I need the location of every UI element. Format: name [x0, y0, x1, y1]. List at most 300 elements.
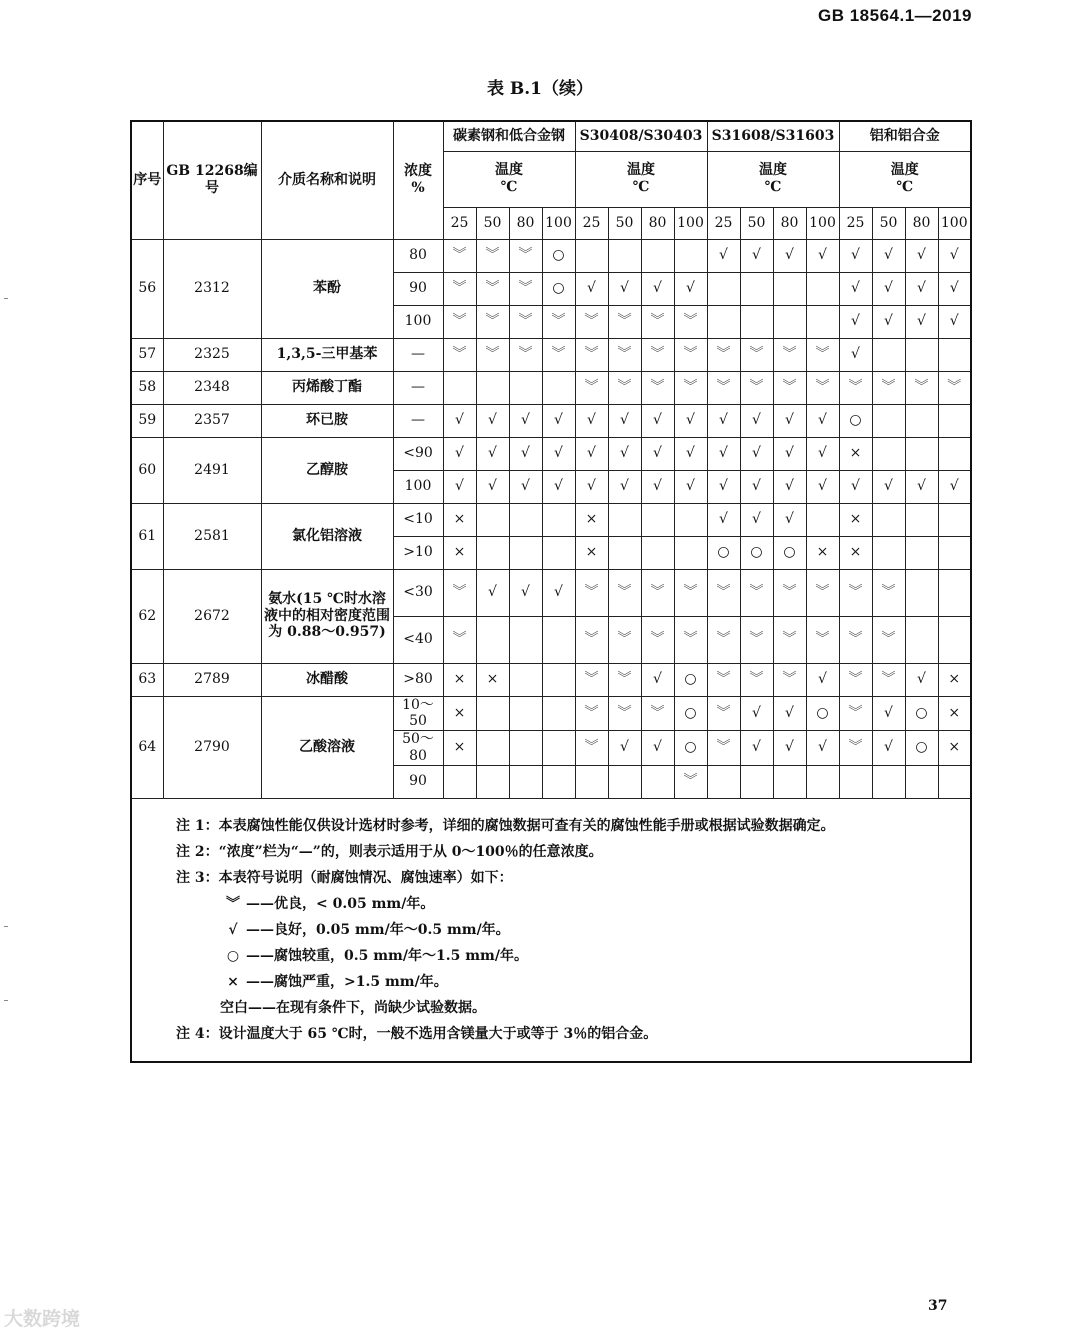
rating-cell	[740, 437, 773, 470]
rating-cell	[476, 404, 509, 437]
group-aluminium: 铝和铝合金	[839, 121, 971, 151]
rating-symbol: ︾	[815, 631, 830, 648]
rating-symbol: ︾	[584, 379, 599, 396]
temp-value: 25	[839, 207, 872, 239]
rating-symbol: ×	[948, 739, 961, 756]
rating-cell	[707, 616, 740, 663]
rating-symbol: ×	[849, 445, 862, 462]
rating-symbol: √	[917, 478, 926, 495]
row-concentration: —	[393, 404, 443, 437]
rating-symbol: √	[488, 412, 497, 429]
rating-cell	[575, 470, 608, 503]
rating-cell	[806, 569, 839, 616]
rating-cell	[542, 569, 575, 616]
rating-cell	[773, 404, 806, 437]
rating-cell	[740, 569, 773, 616]
rating-cell	[542, 731, 575, 766]
row-seq: 59	[131, 404, 163, 437]
rating-symbol: ︾	[650, 346, 665, 363]
rating-cell	[707, 404, 740, 437]
margin-mark	[4, 1000, 8, 1001]
rating-cell	[542, 536, 575, 569]
rating-cell	[542, 765, 575, 798]
rating-cell	[905, 371, 938, 404]
row-gb-number: 2789	[163, 663, 261, 696]
row-concentration: —	[393, 338, 443, 371]
rating-symbol: ×	[486, 671, 499, 688]
rating-cell	[542, 696, 575, 731]
rating-cell	[938, 503, 971, 536]
rating-cell	[575, 272, 608, 305]
row-gb-number: 2790	[163, 696, 261, 798]
rating-symbol: √	[949, 247, 959, 264]
header-conc: 浓度 %	[393, 121, 443, 239]
temp-value: 80	[641, 207, 674, 239]
rating-symbol: ︾	[848, 584, 863, 601]
row-seq: 62	[131, 569, 163, 663]
row-concentration: <40	[393, 616, 443, 663]
rating-cell	[740, 536, 773, 569]
rating-symbol: √	[587, 412, 596, 429]
legend-symbol: ○	[226, 947, 240, 964]
rating-symbol: ︾	[617, 631, 632, 648]
rating-cell	[674, 616, 707, 663]
rating-symbol: ︾	[716, 631, 731, 648]
rating-symbol: √	[949, 313, 959, 330]
rating-cell	[872, 696, 905, 731]
legend-text: ——腐蚀较重，0.5 mm/年～1.5 mm/年。	[246, 947, 528, 964]
rating-symbol: ︾	[584, 739, 599, 756]
legend-text: ——良好，0.05 mm/年～0.5 mm/年。	[246, 921, 510, 938]
row-gb-number: 2491	[163, 437, 261, 503]
row-concentration: <30	[393, 569, 443, 616]
rating-cell	[905, 338, 938, 371]
rating-symbol: ︾	[518, 313, 533, 330]
rating-cell	[641, 765, 674, 798]
rating-cell	[839, 371, 872, 404]
row-concentration: 90	[393, 272, 443, 305]
note-line: 注 3：本表符号说明（耐腐蚀情况、腐蚀速率）如下：	[176, 869, 513, 886]
rating-cell	[905, 536, 938, 569]
rating-cell	[938, 239, 971, 272]
notes-row	[131, 798, 971, 1062]
rating-cell	[674, 663, 707, 696]
row-concentration: 50～80	[393, 731, 443, 766]
temp-value: 100	[542, 207, 575, 239]
rating-cell	[806, 338, 839, 371]
note-line: 注 1：本表腐蚀性能仅供设计选材时参考，详细的腐蚀数据可查有关的腐蚀性能手册或根据试验数据确定。	[176, 817, 835, 834]
temp-value: 80	[509, 207, 542, 239]
rating-symbol: ︾	[848, 739, 863, 756]
rating-cell	[443, 371, 476, 404]
rating-cell	[542, 272, 575, 305]
table-title: 表 B.1（续）	[486, 79, 594, 99]
rating-cell	[938, 569, 971, 616]
rating-cell	[905, 569, 938, 616]
rating-symbol: √	[785, 445, 794, 462]
rating-symbol: √	[554, 478, 563, 495]
rating-cell	[476, 437, 509, 470]
rating-cell	[905, 470, 938, 503]
rating-cell	[443, 569, 476, 616]
legend-line	[176, 969, 970, 995]
temp-label: 温度	[627, 162, 655, 179]
rating-symbol: √	[851, 346, 860, 363]
rating-cell	[938, 616, 971, 663]
rating-symbol: √	[521, 478, 530, 495]
rating-cell	[872, 569, 905, 616]
rating-symbol: ︾	[452, 313, 467, 330]
temp-unit: ℃	[632, 179, 650, 195]
rating-symbol: ︾	[683, 631, 698, 648]
rating-symbol: ︾	[683, 379, 698, 396]
rating-cell	[608, 616, 641, 663]
rating-cell	[938, 437, 971, 470]
rating-cell	[740, 305, 773, 338]
rating-symbol: √	[752, 445, 761, 462]
rating-cell	[839, 338, 872, 371]
temp-value: 100	[938, 207, 971, 239]
header-name: 介质名称和说明	[261, 121, 393, 239]
rating-cell	[476, 663, 509, 696]
rating-symbol: √	[785, 739, 794, 756]
row-gb-number: 2672	[163, 569, 261, 663]
rating-cell	[905, 239, 938, 272]
row-gb-number: 2312	[163, 239, 261, 338]
legend-line	[176, 917, 970, 943]
rating-cell	[476, 536, 509, 569]
rating-symbol: ×	[453, 704, 466, 721]
rating-cell	[443, 696, 476, 731]
legend-symbol: ︾	[226, 895, 240, 912]
rating-cell	[542, 305, 575, 338]
group-s30408: S30408/S30403	[575, 121, 707, 151]
rating-cell	[839, 569, 872, 616]
rating-cell	[542, 371, 575, 404]
rating-symbol: ○	[915, 704, 928, 721]
row-seq: 60	[131, 437, 163, 503]
temp-value: 25	[443, 207, 476, 239]
rating-cell	[575, 404, 608, 437]
rating-cell	[938, 663, 971, 696]
legend-line	[176, 891, 970, 917]
rating-symbol: √	[587, 478, 596, 495]
rating-cell	[707, 663, 740, 696]
row-concentration: 100	[393, 305, 443, 338]
rating-cell	[443, 437, 476, 470]
notes	[132, 799, 970, 1047]
rating-cell	[443, 663, 476, 696]
rating-symbol: ︾	[881, 584, 896, 601]
rating-cell	[938, 371, 971, 404]
legend-line	[176, 943, 970, 969]
rating-cell	[641, 371, 674, 404]
rating-symbol: √	[917, 313, 926, 330]
rating-cell	[674, 272, 707, 305]
temp-label: 温度	[890, 162, 919, 179]
rating-cell	[872, 765, 905, 798]
rating-cell	[542, 616, 575, 663]
rating-cell	[674, 536, 707, 569]
rating-cell	[641, 616, 674, 663]
rating-symbol: ︾	[617, 379, 632, 396]
rating-symbol: ×	[453, 671, 466, 688]
rating-cell	[707, 239, 740, 272]
rating-cell	[509, 404, 542, 437]
rating-cell	[674, 404, 707, 437]
rating-cell	[707, 371, 740, 404]
rating-symbol: √	[554, 412, 563, 429]
rating-symbol: √	[818, 445, 827, 462]
rating-cell	[839, 305, 872, 338]
rating-symbol: ︾	[716, 739, 731, 756]
rating-cell	[443, 404, 476, 437]
rating-cell	[773, 470, 806, 503]
rating-cell	[872, 731, 905, 766]
rating-symbol: √	[949, 280, 959, 297]
rating-symbol: ︾	[452, 346, 467, 363]
rating-symbol: ○	[552, 247, 565, 264]
rating-symbol: ×	[948, 671, 961, 688]
rating-cell	[476, 616, 509, 663]
rating-cell	[839, 663, 872, 696]
rating-cell	[773, 696, 806, 731]
rating-cell	[641, 569, 674, 616]
rating-symbol: √	[851, 247, 860, 264]
rating-cell	[806, 305, 839, 338]
rating-cell	[674, 731, 707, 766]
rating-cell	[476, 305, 509, 338]
rating-symbol: √	[620, 739, 629, 756]
rating-cell	[575, 663, 608, 696]
row-seq: 58	[131, 371, 163, 404]
row-concentration: <10	[393, 503, 443, 536]
rating-cell	[476, 239, 509, 272]
rating-cell	[707, 765, 740, 798]
rating-symbol: √	[719, 511, 728, 528]
temp-unit: ℃	[500, 179, 518, 195]
rating-symbol: √	[455, 445, 464, 462]
rating-cell	[509, 616, 542, 663]
rating-symbol: √	[653, 445, 662, 462]
rating-cell	[476, 470, 509, 503]
rating-cell	[509, 765, 542, 798]
rating-symbol: ○	[552, 280, 565, 297]
row-medium-name: 乙酸溶液	[261, 696, 393, 798]
rating-symbol: ︾	[584, 704, 599, 721]
rating-symbol: √	[719, 445, 728, 462]
rating-symbol: ︾	[683, 346, 698, 363]
rating-symbol: ︾	[650, 704, 665, 721]
rating-cell	[839, 731, 872, 766]
rating-cell	[608, 437, 641, 470]
rating-symbol: ×	[453, 544, 466, 561]
rating-symbol: ︾	[716, 671, 731, 688]
rating-cell	[806, 437, 839, 470]
rating-symbol: ︾	[584, 313, 599, 330]
rating-cell	[608, 536, 641, 569]
rating-symbol: ︾	[584, 346, 599, 363]
rating-cell	[641, 239, 674, 272]
rating-symbol: √	[587, 445, 596, 462]
rating-cell	[905, 731, 938, 766]
rating-symbol: √	[884, 739, 893, 756]
rating-symbol: ︾	[914, 379, 929, 396]
rating-cell	[674, 437, 707, 470]
rating-cell	[542, 404, 575, 437]
legend-line	[176, 995, 970, 1021]
rating-cell	[476, 338, 509, 371]
rating-cell	[806, 616, 839, 663]
rating-symbol: √	[554, 584, 563, 601]
rating-symbol: ︾	[518, 346, 533, 363]
temp-value: 50	[476, 207, 509, 239]
rating-cell	[740, 765, 773, 798]
rating-symbol: √	[752, 247, 761, 264]
rating-symbol: ︾	[584, 584, 599, 601]
header-row-1	[131, 121, 971, 151]
rating-cell	[839, 272, 872, 305]
rating-symbol: √	[818, 739, 827, 756]
rating-cell	[575, 371, 608, 404]
note-line: 注 2：“浓度”栏为“—”的，则表示适用于从 0～100％的任意浓度。	[176, 843, 603, 860]
rating-cell	[938, 470, 971, 503]
row-medium-name: 环已胺	[261, 404, 393, 437]
rating-symbol: √	[752, 739, 761, 756]
rating-symbol: √	[752, 511, 761, 528]
rating-symbol: ︾	[551, 313, 566, 330]
rating-cell	[806, 470, 839, 503]
rating-cell	[707, 536, 740, 569]
rating-symbol: √	[785, 478, 794, 495]
rating-cell	[575, 338, 608, 371]
rating-symbol: ︾	[683, 313, 698, 330]
rating-cell	[938, 731, 971, 766]
rating-symbol: √	[653, 412, 662, 429]
rating-symbol: ︾	[551, 346, 566, 363]
rating-cell	[443, 338, 476, 371]
rating-cell	[641, 536, 674, 569]
rating-cell	[773, 371, 806, 404]
rating-cell	[938, 272, 971, 305]
rating-cell	[608, 305, 641, 338]
row-medium-name: 氨水(15 ℃时水溶液中的相对密度范围为 0.88～0.957)	[261, 569, 393, 663]
rating-symbol: ︾	[782, 671, 797, 688]
rating-cell	[773, 731, 806, 766]
rating-cell	[938, 536, 971, 569]
rating-cell	[872, 536, 905, 569]
rating-symbol: ×	[453, 511, 466, 528]
rating-symbol: √	[653, 739, 662, 756]
temp-value: 80	[905, 207, 938, 239]
rating-symbol: √	[949, 478, 959, 495]
rating-cell	[443, 731, 476, 766]
rating-cell	[443, 239, 476, 272]
rating-cell	[641, 272, 674, 305]
rating-cell	[608, 765, 641, 798]
rating-cell	[542, 437, 575, 470]
rating-cell	[509, 437, 542, 470]
table-row	[131, 338, 971, 371]
margin-mark	[4, 926, 8, 927]
rating-cell	[674, 338, 707, 371]
row-concentration: 80	[393, 239, 443, 272]
rating-cell	[905, 696, 938, 731]
rating-cell	[740, 404, 773, 437]
rating-symbol: √	[884, 247, 893, 264]
rating-symbol: √	[653, 280, 662, 297]
rating-cell	[641, 437, 674, 470]
rating-cell	[641, 470, 674, 503]
rating-cell	[575, 239, 608, 272]
rating-cell	[476, 696, 509, 731]
rating-cell	[938, 696, 971, 731]
rating-symbol: ︾	[716, 584, 731, 601]
rating-symbol: √	[521, 412, 530, 429]
rating-symbol: √	[620, 280, 629, 297]
rating-symbol: ○	[849, 412, 862, 429]
rating-symbol: √	[851, 478, 860, 495]
rating-symbol: ︾	[485, 346, 500, 363]
rating-symbol: ︾	[716, 379, 731, 396]
rating-symbol: ︾	[617, 704, 632, 721]
temp-value: 100	[806, 207, 839, 239]
rating-symbol: √	[620, 412, 629, 429]
group-carbon-steel: 碳素钢和低合金钢	[443, 121, 575, 151]
row-concentration: 90	[393, 765, 443, 798]
rating-cell	[443, 470, 476, 503]
rating-cell	[905, 765, 938, 798]
rating-cell	[674, 305, 707, 338]
temp-unit: ℃	[764, 179, 782, 195]
rating-symbol: ×	[453, 739, 466, 756]
row-seq: 63	[131, 663, 163, 696]
rating-symbol: √	[917, 247, 926, 264]
rating-symbol: √	[488, 445, 497, 462]
rating-symbol: ︾	[782, 584, 797, 601]
rating-cell	[575, 696, 608, 731]
rating-symbol: √	[719, 478, 728, 495]
row-medium-name: 氯化铝溶液	[261, 503, 393, 569]
rating-cell	[839, 765, 872, 798]
rating-symbol: √	[818, 412, 827, 429]
rating-cell	[740, 503, 773, 536]
rating-cell	[839, 696, 872, 731]
temp-label: 温度	[759, 162, 787, 179]
rating-cell	[443, 616, 476, 663]
rating-cell	[542, 470, 575, 503]
rating-symbol: √	[521, 445, 530, 462]
table-row	[131, 371, 971, 404]
rating-cell	[773, 305, 806, 338]
rating-cell	[872, 503, 905, 536]
rating-cell	[608, 338, 641, 371]
rating-symbol: √	[719, 247, 728, 264]
rating-cell	[806, 272, 839, 305]
rating-cell	[773, 616, 806, 663]
temp-value: 25	[575, 207, 608, 239]
rating-cell	[476, 731, 509, 766]
standard-number: GB 18564.1—2019	[818, 6, 972, 25]
rating-cell	[509, 663, 542, 696]
rating-symbol: ︾	[518, 247, 533, 264]
rating-symbol: ︾	[518, 280, 533, 297]
rating-cell	[608, 731, 641, 766]
rating-symbol: ○	[717, 544, 730, 561]
rating-cell	[806, 536, 839, 569]
rating-cell	[674, 470, 707, 503]
rating-cell	[575, 765, 608, 798]
